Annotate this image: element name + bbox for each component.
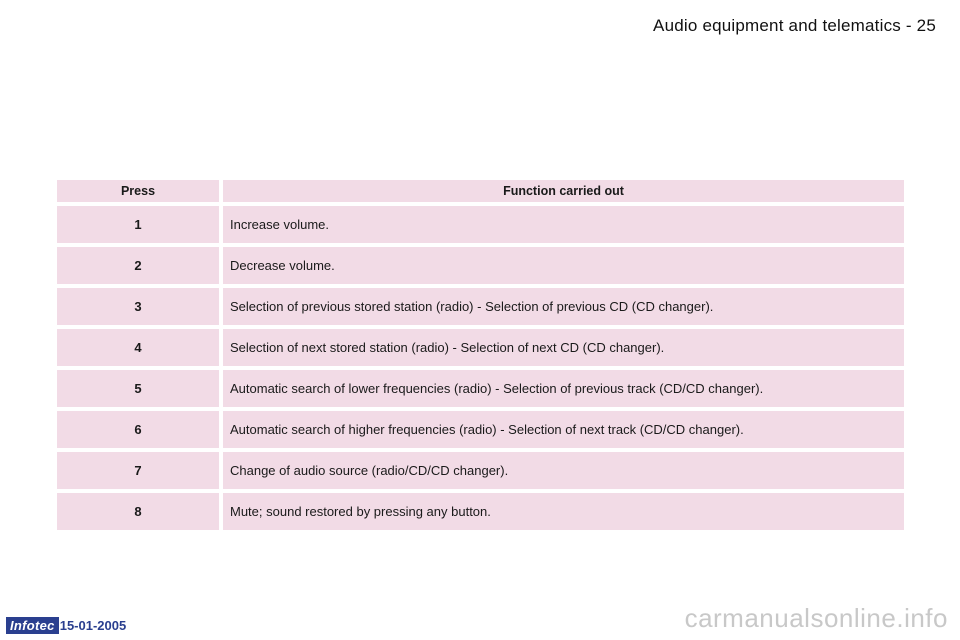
press-number: 4: [57, 329, 219, 366]
function-table: [57, 180, 904, 534]
table-row: [57, 411, 904, 448]
watermark: carmanualsonline.info: [684, 603, 948, 633]
table-row: [57, 493, 904, 530]
function-description: Increase volume.: [223, 206, 904, 243]
function-description: Automatic search of lower frequencies (radio) - Selection of previous track (CD/CD changer).: [223, 370, 904, 407]
column-header-function: Function carried out: [223, 180, 904, 202]
table-row: [57, 206, 904, 243]
footer-date: 15-01-2005: [59, 618, 127, 633]
table-row: [57, 329, 904, 366]
press-number: 6: [57, 411, 219, 448]
table-row: [57, 370, 904, 407]
column-header-press: Press: [57, 180, 219, 202]
footer-brand: [6, 617, 126, 634]
press-number: 5: [57, 370, 219, 407]
press-number: 8: [57, 493, 219, 530]
infotec-logo: Infotec: [6, 617, 59, 634]
press-number: 1: [57, 206, 219, 243]
function-description: Selection of next stored station (radio) - Selection of next CD (CD changer).: [223, 329, 904, 366]
press-number: 3: [57, 288, 219, 325]
function-description: Selection of previous stored station (radio) - Selection of previous CD (CD changer).: [223, 288, 904, 325]
function-description: Decrease volume.: [223, 247, 904, 284]
table-row: [57, 288, 904, 325]
press-number: 2: [57, 247, 219, 284]
function-description: Change of audio source (radio/CD/CD changer).: [223, 452, 904, 489]
table-header-row: [57, 180, 904, 202]
table-row: [57, 452, 904, 489]
function-description: Automatic search of higher frequencies (radio) - Selection of next track (CD/CD changer).: [223, 411, 904, 448]
page-title: Audio equipment and telematics - 25: [653, 16, 936, 35]
table-row: [57, 247, 904, 284]
function-description: Mute; sound restored by pressing any button.: [223, 493, 904, 530]
press-number: 7: [57, 452, 219, 489]
